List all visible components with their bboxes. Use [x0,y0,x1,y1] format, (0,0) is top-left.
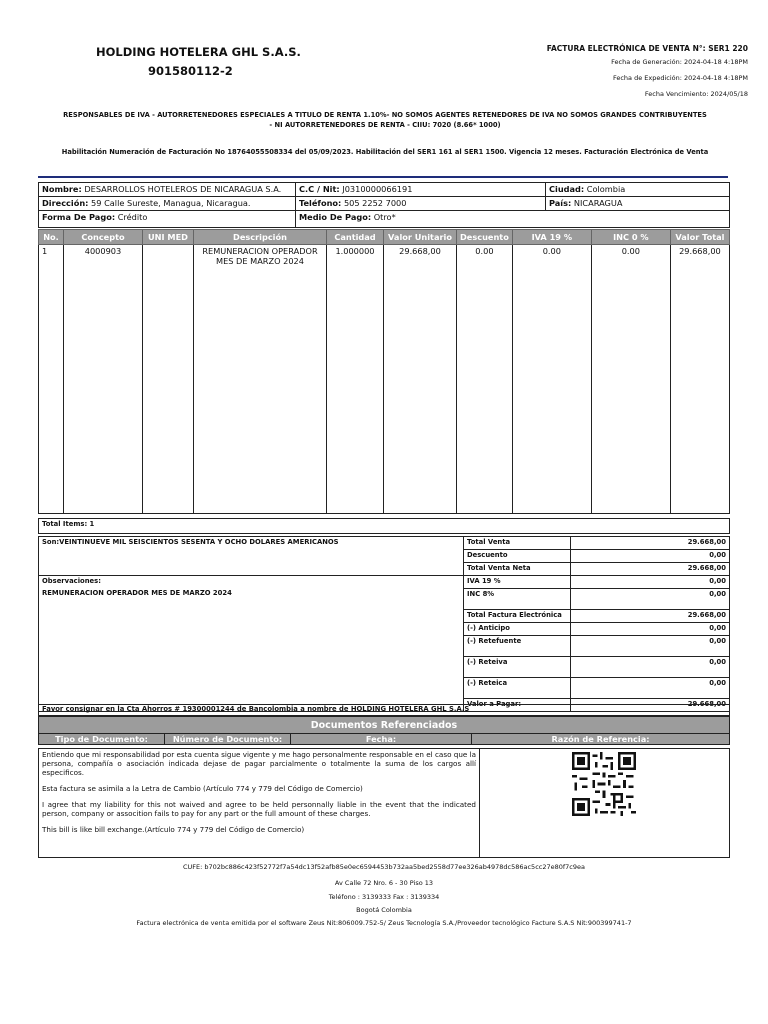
legal-paragraph-2: Esta factura se asimila a la Letra de Cambio (Artículo 774 y 779 del Código de Comercio) [42,784,363,793]
legal-paragraph-4: This bill is like bill exchange.(Artículo 774 y 779 del Código de Comercio) [42,825,305,834]
qr-code-icon [572,752,636,816]
items-table [38,229,730,514]
client-nit: J0310000066191 [342,184,413,194]
totals-label: Total Venta [464,537,571,550]
company-name: HOLDING HOTELERA GHL S.A.S. [96,45,301,59]
tax-responsibility-line-2: - NI AUTORRETENEDORES DE RENTA - CIIU: 7020 (8.66* 1000) [269,121,501,129]
client-name: DESARROLLOS HOTELEROS DE NICARAGUA S.A. [84,184,282,194]
client-city-cell: Ciudad: Colombia [546,183,730,197]
payment-form-cell: Forma De Pago: Crédito [39,211,296,228]
totals-label: INC 8% [464,589,571,610]
table-row [39,245,730,514]
totals-label: (-) Reteica [464,678,571,699]
referenced-docs-title: Documentos Referenciados [39,717,730,734]
item-iva: 0.00 [512,245,591,514]
totals-value: 0,00 [571,623,730,636]
doc-number-header: Número de Documento: [165,734,291,745]
totals-value: 0,00 [571,589,730,610]
totals-label: Total Venta Neta [464,563,571,576]
totals-label: Total Factura Electrónica [464,610,571,623]
client-address: 59 Calle Sureste, Managua, Nicaragua. [91,198,251,208]
footer-city: Bogotá Colombia [356,906,412,914]
col-descripcion: Descripción [194,230,327,245]
item-valor-unitario: 29.668,00 [384,245,457,514]
amount-in-words: Son:VEINTINUEVE MIL SEISCIENTOS SESENTA Y OCHO DOLARES AMERICANOS [39,537,464,576]
referenced-docs-table [38,716,730,745]
item-uni-med [143,245,194,514]
totals-value: 0,00 [571,678,730,699]
totals-value: 0,00 [571,636,730,657]
col-iva: IVA 19 % [512,230,591,245]
due-date: Fecha Vencimiento: 2024/05/18 [644,90,748,98]
cufe: CUFE: b702bc886c423f52772f7a54dc13f52afb85e0ec6594453b732aa5bed2558d77ee326ab4978dc586ac5cc27e80f7c9ea [183,863,585,871]
company-nit: 901580112-2 [148,64,233,78]
header-divider [38,176,728,178]
totals-label: Descuento [464,550,571,563]
client-phone-cell: Teléfono: 505 2252 7000 [296,197,546,211]
totals-table [38,536,730,712]
legal-text [39,749,480,858]
totals-value: 29.668,00 [571,563,730,576]
client-phone: 505 2252 7000 [343,198,407,208]
observations-text: REMUNERACION OPERADOR MES DE MARZO 2024 [42,589,232,597]
col-valor-total: Valor Total [670,230,729,245]
client-city: Colombia [586,184,626,194]
col-concepto: Concepto [64,230,143,245]
doc-type-header: Tipo de Documento: [39,734,165,745]
col-no: No. [39,230,64,245]
footer-phone: Teléfono : 3139333 Fax : 3139334 [328,893,440,901]
client-info-table [38,182,730,228]
total-items: Total Items: 1 [39,519,730,534]
col-cantidad: Cantidad [327,230,384,245]
totals-label: Valor a Pagar: [464,699,571,712]
expedition-date: Fecha de Expedición: 2024-04-18 4:18PM [612,74,748,82]
payment-medium-cell: Medio De Pago: Otro* [296,211,730,228]
totals-value: 29.668,00 [571,610,730,623]
client-country-cell: País: NICARAGUA [546,197,730,211]
item-no: 1 [39,245,64,514]
item-concepto: 4000903 [64,245,143,514]
payment-form: Crédito [117,212,148,222]
footer-address: Av Calle 72 Nro. 6 - 30 Piso 13 [334,879,434,887]
client-country: NICARAGUA [573,198,623,208]
invoice-title: FACTURA ELECTRÓNICA DE VENTA N°: SER1 220 [546,44,748,53]
totals-label: (-) Retefuente [464,636,571,657]
item-inc: 0.00 [591,245,670,514]
software-note: Factura electrónica de venta emitida por el software Zeus Nit:806009.752-5/ Zeus Tecnología S.A./Proveedor tecnológico Facture S.A.S Nit:900399741-7 [136,919,632,927]
client-nit-cell: C.C / Nit: J0310000066191 [296,183,546,197]
doc-reason-header: Razón de Referencia: [472,734,730,745]
totals-value: 0,00 [571,550,730,563]
item-valor-total: 29.668,00 [670,245,729,514]
doc-date-header: Fecha: [291,734,472,745]
item-descuento: 0.00 [457,245,513,514]
generation-date: Fecha de Generación: 2024-04-18 4:18PM [611,58,748,66]
observations-cell [39,576,464,712]
item-cantidad: 1.000000 [327,245,384,514]
client-address-cell: Dirección: 59 Calle Sureste, Managua, Nicaragua. [39,197,296,211]
totals-value: 0,00 [571,657,730,678]
totals-label: (-) Anticipo [464,623,571,636]
totals-label: IVA 19 % [464,576,571,589]
payment-medium: Otro* [373,212,396,222]
totals-value: 0,00 [571,576,730,589]
client-name-cell: Nombre: DESARROLLOS HOTELEROS DE NICARAGUA S.A. [39,183,296,197]
item-descripcion: REMUNERACION OPERADOR MES DE MARZO 2024 [194,245,327,514]
observations-label: Observaciones: [42,577,101,585]
totals-value: 29.668,00 [571,537,730,550]
bank-note-table [38,704,730,716]
totals-value: 29.668,00 [571,699,730,712]
col-descuento: Descuento [457,230,513,245]
col-valor-unitario: Valor Unitario [384,230,457,245]
col-inc: INC 0 % [591,230,670,245]
tax-responsibility [40,110,730,130]
tax-responsibility-line-1: RESPONSABLES DE IVA - AUTORRETENEDORES ESPECIALES A TITULO DE RENTA 1.10%- NO SOMOS AGENTES RETENEDORES DE IVA NO SOMOS GRANDES CONTRIBUYENTES [63,111,707,119]
totals-label: (-) Reteiva [464,657,571,678]
legal-paragraph-1: Entiendo que mi responsabilidad por esta cuenta sigue vigente y me hago personalmente responsable en el caso que la persona, compañía o asociación indicada dejase de pagar parcialmente o totalmente la suma de los cargos allí especificos. [42,750,476,777]
bank-note: Favor consignar en la Cta Ahorros # 19300001244 de Bancolombia a nombre de HOLDING HOTELERA GHL S.A.S [39,705,730,716]
col-uni-med: UNI MED [143,230,194,245]
total-items-table [38,518,730,534]
legal-paragraph-3: I agree that my liability for this not waived and agree to be held personnally liable in the event that the indicated person, company or assocition fails to pay for any part or the full amount of these charges. [42,800,476,818]
billing-authorization: Habilitación Numeración de Facturación No 18764055508334 del 05/09/2023. Habilitación del SER1 161 al SER1 1500. Vigencia 12 meses. Facturación Electrónica de Venta [61,148,709,156]
